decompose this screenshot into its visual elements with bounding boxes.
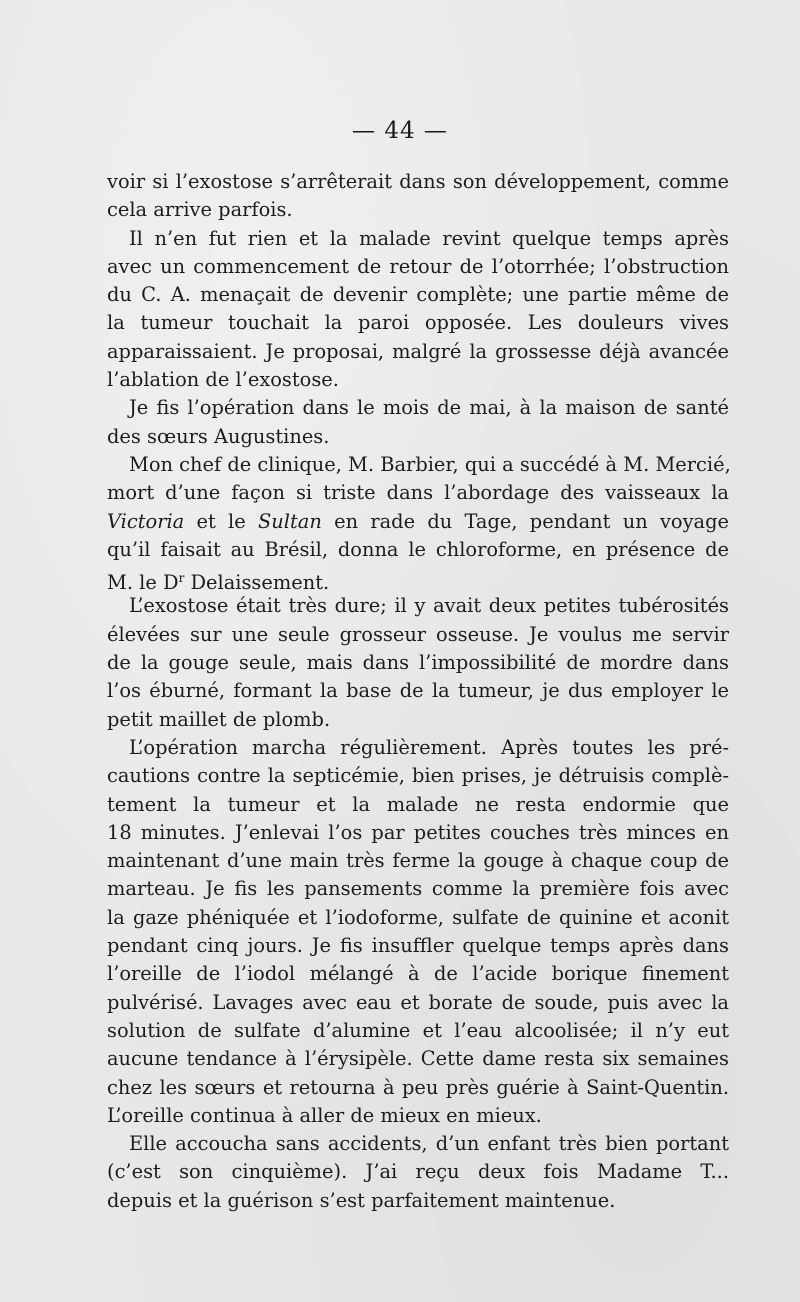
text-line-with-italics bbox=[107, 508, 729, 536]
text-line: pendant cinq jours. Je fis insuffler quelque temps après dans bbox=[107, 934, 729, 958]
text-line: L’exostose était très dure; il y avait deux petites tubérosités bbox=[129, 594, 729, 618]
text-line-with-superscript bbox=[107, 564, 729, 595]
text-line: chez les sœurs et retourna à peu près guérie à Saint-Quentin. bbox=[107, 1075, 729, 1099]
text-line: 18 minutes. J’enlevai l’os par petites couches très minces en bbox=[107, 820, 729, 844]
text-line: tement la tumeur et la malade ne resta endormie que bbox=[107, 792, 729, 816]
text-line: depuis et la guérison s’est parfaitement maintenue. bbox=[107, 1188, 616, 1212]
text-line: cautions contre la septicémie, bien prises, je détruisis complè- bbox=[107, 764, 729, 788]
superscript: r bbox=[178, 571, 185, 586]
page-number: — 44 — bbox=[352, 118, 448, 144]
ship-name-sultan: Sultan bbox=[258, 509, 322, 533]
ship-name-victoria: Victoria bbox=[107, 509, 185, 533]
text-line: aucune tendance à l’érysipèle. Cette dame resta six semaines bbox=[107, 1047, 729, 1071]
text-line: Je fis l’opération dans le mois de mai, à la maison de santé bbox=[129, 396, 729, 420]
text-line: maintenant d’une main très ferme la gouge à chaque coup de bbox=[107, 849, 729, 873]
text-line: mort d’une façon si triste dans l’abordage des vaisseaux la bbox=[107, 481, 729, 505]
text-line: qu’il faisait au Brésil, donna le chloroforme, en présence de bbox=[107, 537, 729, 561]
text-line: (c’est son cinquième). J’ai reçu deux fois Madame T... bbox=[107, 1160, 729, 1184]
text-line: solution de sulfate d’alumine et l’eau alcoolisée; il n’y eut bbox=[107, 1018, 729, 1042]
text-line: cela arrive parfois. bbox=[107, 198, 293, 222]
text-fragment: M. le D bbox=[107, 571, 179, 595]
text-line: marteau. Je fis les pansements comme la première fois avec bbox=[107, 877, 729, 901]
text-line: l’ablation de l’exostose. bbox=[107, 368, 339, 392]
text-line: de la gouge seule, mais dans l’impossibilité de mordre dans bbox=[107, 651, 729, 675]
text-line: voir si l’exostose s’arrêterait dans son développement, comme bbox=[107, 170, 729, 193]
text-fragment: en rade du Tage, pendant un voyage bbox=[321, 509, 729, 533]
text-line: L’opération marcha régulièrement. Après toutes les pré- bbox=[129, 735, 729, 759]
text-line: la gaze phéniquée et l’iodoforme, sulfate de quinine et aconit bbox=[107, 905, 729, 929]
text-line: apparaissaient. Je proposai, malgré la grossesse déjà avancée bbox=[107, 339, 729, 363]
text-line: petit maillet de plomb. bbox=[107, 707, 331, 731]
text-line: avec un commencement de retour de l’otorrhée; l’obstruction bbox=[107, 254, 729, 278]
body-text bbox=[107, 168, 729, 1215]
text-line: des sœurs Augustines. bbox=[107, 424, 330, 448]
text-line: du C. A. menaçait de devenir complète; une partie même de bbox=[107, 283, 729, 307]
text-line: L’oreille continua à aller de mieux en mieux. bbox=[107, 1103, 542, 1127]
text-fragment: et le bbox=[184, 509, 258, 533]
text-line: l’oreille de l’iodol mélangé à de l’acide borique finement bbox=[107, 962, 729, 986]
text-fragment: Delaissement. bbox=[184, 571, 330, 595]
text-line: élevées sur une seule grosseur osseuse. Je voulus me servir bbox=[107, 622, 729, 646]
text-line: pulvérisé. Lavages avec eau et borate de soude, puis avec la bbox=[107, 990, 729, 1014]
text-line: Elle accoucha sans accidents, d’un enfant très bien portant bbox=[129, 1132, 729, 1156]
text-line: la tumeur touchait la paroi opposée. Les douleurs vives bbox=[107, 311, 729, 335]
text-line: l’os éburné, formant la base de la tumeur, je dus employer le bbox=[107, 679, 729, 703]
text-line: Il n’en fut rien et la malade revint quelque temps après bbox=[129, 226, 729, 250]
text-line: Mon chef de clinique, M. Barbier, qui a succédé à M. Mercié, bbox=[129, 452, 731, 476]
